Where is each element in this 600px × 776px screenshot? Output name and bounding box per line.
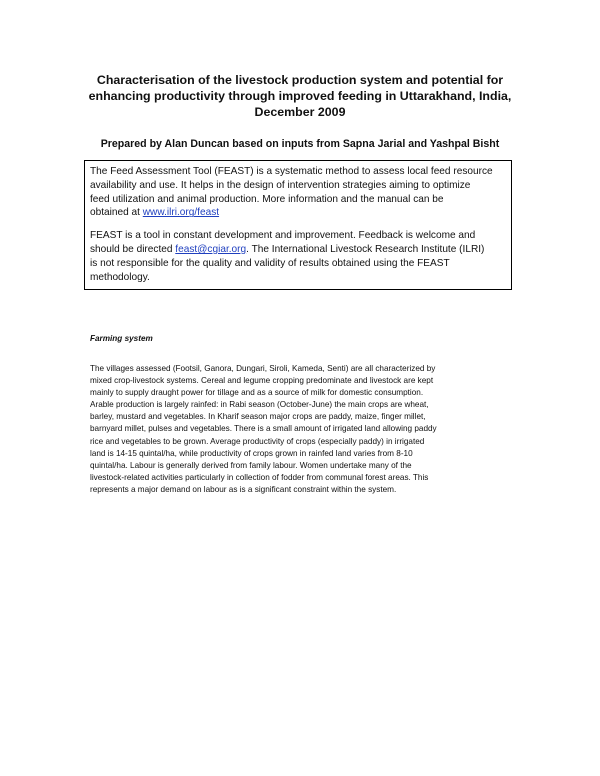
farming-system-paragraph bbox=[90, 363, 520, 496]
feast-info-box bbox=[84, 160, 512, 290]
prepared-by-line: Prepared by Alan Duncan based on inputs from Sapna Jarial and Yashpal Bisht bbox=[100, 138, 500, 150]
feast-website-link[interactable]: www.ilri.org/feast bbox=[142, 207, 220, 219]
body-line: barley, mustard and vegetables. In Kharif season major crops are paddy, maize, finger millet, bbox=[90, 412, 426, 422]
info-line: feed utilization and animal production. More information and the manual can be bbox=[90, 193, 444, 205]
body-line: mainly to supply draught power for tillage and as a source of milk for domestic consumption. bbox=[90, 388, 424, 398]
title-line: December 2009 bbox=[254, 105, 346, 119]
info-line: The Feed Assessment Tool (FEAST) is a systematic method to assess local feed resource bbox=[90, 166, 493, 177]
info-line: is not responsible for the quality and validity of results obtained using the FEAST bbox=[90, 257, 450, 269]
info-line bbox=[90, 206, 506, 220]
body-line: The villages assessed (Footsil, Ganora, Dungari, Siroli, Kameda, Senti) are all characterized by bbox=[90, 364, 436, 373]
body-line: livestock-related activities particularly in collection of fodder from communal forest areas. This bbox=[90, 472, 429, 482]
info-text: should be directed bbox=[90, 243, 176, 255]
body-line: rice and vegetables to be grown. Average productivity of crops (especially paddy) in irrigated bbox=[90, 436, 425, 446]
info-line: methodology. bbox=[90, 271, 150, 283]
body-line: quintal/ha. Labour is generally derived from family labour. Women undertake many of the bbox=[90, 460, 412, 470]
title-line: enhancing productivity through improved feeding in Uttarakhand, India, bbox=[88, 89, 512, 103]
title-line: Characterisation of the livestock production system and potential for bbox=[96, 73, 504, 87]
body-line: Arable production is largely rainfed: in Rabi season (October-June) the main crops are wheat, bbox=[90, 400, 429, 410]
info-line bbox=[90, 243, 506, 257]
body-line: mixed crop-livestock systems. Cereal and legume cropping predominate and livestock are kept bbox=[90, 376, 434, 386]
info-text: . The International Livestock Research Institute (ILRI) bbox=[246, 243, 485, 255]
info-line: FEAST is a tool in constant development and improvement. Feedback is welcome and bbox=[90, 230, 476, 242]
body-line: land is 14-15 quintal/ha, while productivity of crops grown in rainfed land varies from 8-10 bbox=[90, 448, 413, 458]
feast-email-link[interactable]: feast@cgiar.org bbox=[175, 243, 247, 255]
body-line: represents a major demand on labour as is a significant constraint within the system. bbox=[90, 484, 397, 494]
document-title bbox=[60, 72, 540, 120]
info-line: availability and use. It helps in the design of intervention strategies aiming to optimize bbox=[90, 179, 471, 191]
info-text: obtained at bbox=[90, 207, 143, 219]
info-paragraph-2 bbox=[90, 229, 506, 284]
body-line: barnyard millet, pulses and vegetables. There is a small amount of irrigated land allowing paddy bbox=[90, 424, 437, 434]
info-paragraph-1 bbox=[90, 165, 506, 220]
section-heading-farming-system: Farming system bbox=[90, 334, 153, 343]
